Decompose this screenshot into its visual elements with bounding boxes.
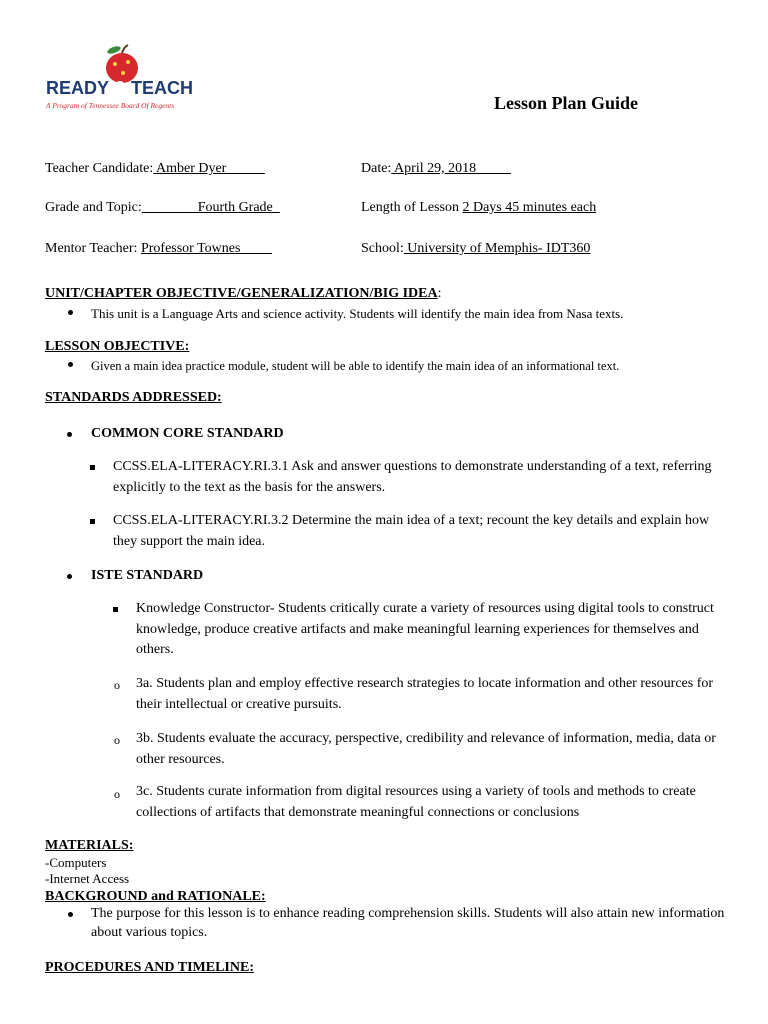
cc-standard-item: CCSS.ELA-LITERACY.RI.3.1 Ask and answer questions to demonstrate understanding of a text, referring explicitly to the text as the basis for the answers.	[113, 459, 712, 495]
page-title: Lesson Plan Guide	[494, 93, 639, 113]
background-heading: BACKGROUND and RATIONALE:	[45, 889, 266, 904]
logo-brand-left: READY	[46, 78, 110, 98]
grade-label: Grade and Topic:	[45, 200, 142, 215]
logo-tagline: A Program of Tennessee Board Of Regents	[46, 101, 175, 110]
ready2teach-logo	[44, 44, 194, 116]
standards-heading: STANDARDS ADDRESSED:	[45, 390, 222, 405]
unit-heading-text: UNIT/CHAPTER OBJECTIVE/GENERALIZATION/BIG IDEA	[45, 286, 438, 301]
iste-sub-item: 3b. Students evaluate the accuracy, perspective, credibility and relevance of information, media, data or other resources.	[136, 731, 716, 767]
bullet-square-icon	[113, 607, 118, 612]
lesson-objective-heading: LESSON OBJECTIVE:	[45, 339, 190, 354]
date-field	[361, 161, 511, 177]
teacher-value: Amber Dyer	[153, 161, 265, 176]
bullet-circle-icon: o	[114, 787, 120, 801]
length-label: Length of Lesson	[361, 200, 463, 215]
cc-standard-item: CCSS.ELA-LITERACY.RI.3.2 Determine the main idea of a text; recount the key details and explain how they support the main idea.	[113, 513, 710, 549]
mentor-label: Mentor Teacher:	[45, 241, 141, 256]
bullet-circle-icon: o	[114, 733, 120, 747]
unit-objective-text: This unit is a Language Arts and science activity. Students will identify the main idea from Nasa texts.	[91, 306, 624, 321]
logo-brand-right: TEACH	[131, 78, 194, 98]
iste-sub-item: 3a. Students plan and employ effective research strategies to locate information and other resources for their intellectual or creative pursuits.	[136, 676, 714, 712]
date-value: April 29, 2018	[391, 161, 512, 176]
materials-item: -Internet Access	[45, 871, 130, 886]
bullet-square-icon	[90, 465, 95, 470]
school-label: School:	[361, 241, 404, 256]
mentor-field	[45, 241, 272, 257]
logo-brand-num: 2	[115, 78, 126, 98]
bullet-dot-icon	[68, 310, 73, 315]
iste-standard-item: Knowledge Constructor- Students critically curate a variety of resources using digital tools to construct knowledge, produce creative artifacts and make meaningful learning experiences for themselves and others.	[136, 601, 714, 657]
bullet-circle-icon: o	[114, 678, 120, 692]
teacher-label: Teacher Candidate:	[45, 161, 154, 176]
school-field	[361, 241, 590, 257]
bullet-dot-icon	[68, 912, 73, 917]
background-text: The purpose for this lesson is to enhance reading comprehension skills. Students will also attain new information about various topics.	[91, 906, 725, 940]
mentor-value: Professor Townes	[140, 241, 272, 256]
date-label: Date:	[361, 161, 392, 176]
iste-sub-item: 3c. Students curate information from digital resources using a variety of tools and methods to create collections of artifacts that demonstrate meaningful connections or conclusions	[136, 784, 696, 820]
bullet-dot-icon	[67, 432, 72, 437]
common-core-heading: COMMON CORE STANDARD	[91, 426, 284, 441]
iste-heading: ISTE STANDARD	[91, 568, 204, 583]
materials-heading: MATERIALS:	[45, 838, 134, 853]
unit-heading-colon: :	[437, 286, 442, 301]
unit-objective-heading	[45, 286, 442, 302]
grade-value: Fourth Grade	[141, 200, 280, 215]
length-value: 2 Days 45 minutes each	[462, 200, 597, 215]
bullet-dot-icon	[67, 574, 72, 579]
length-field	[361, 200, 596, 216]
bullet-dot-icon	[68, 362, 73, 367]
teacher-candidate-field	[45, 161, 265, 177]
bullet-square-icon	[90, 519, 95, 524]
materials-item: -Computers	[45, 855, 107, 870]
school-value: University of Memphis- IDT360	[403, 241, 591, 256]
procedures-heading: PROCEDURES AND TIMELINE:	[45, 960, 254, 975]
grade-topic-field	[45, 200, 280, 216]
lesson-objective-text: Given a main idea practice module, student will be able to identify the main idea of an informational text.	[91, 359, 620, 373]
